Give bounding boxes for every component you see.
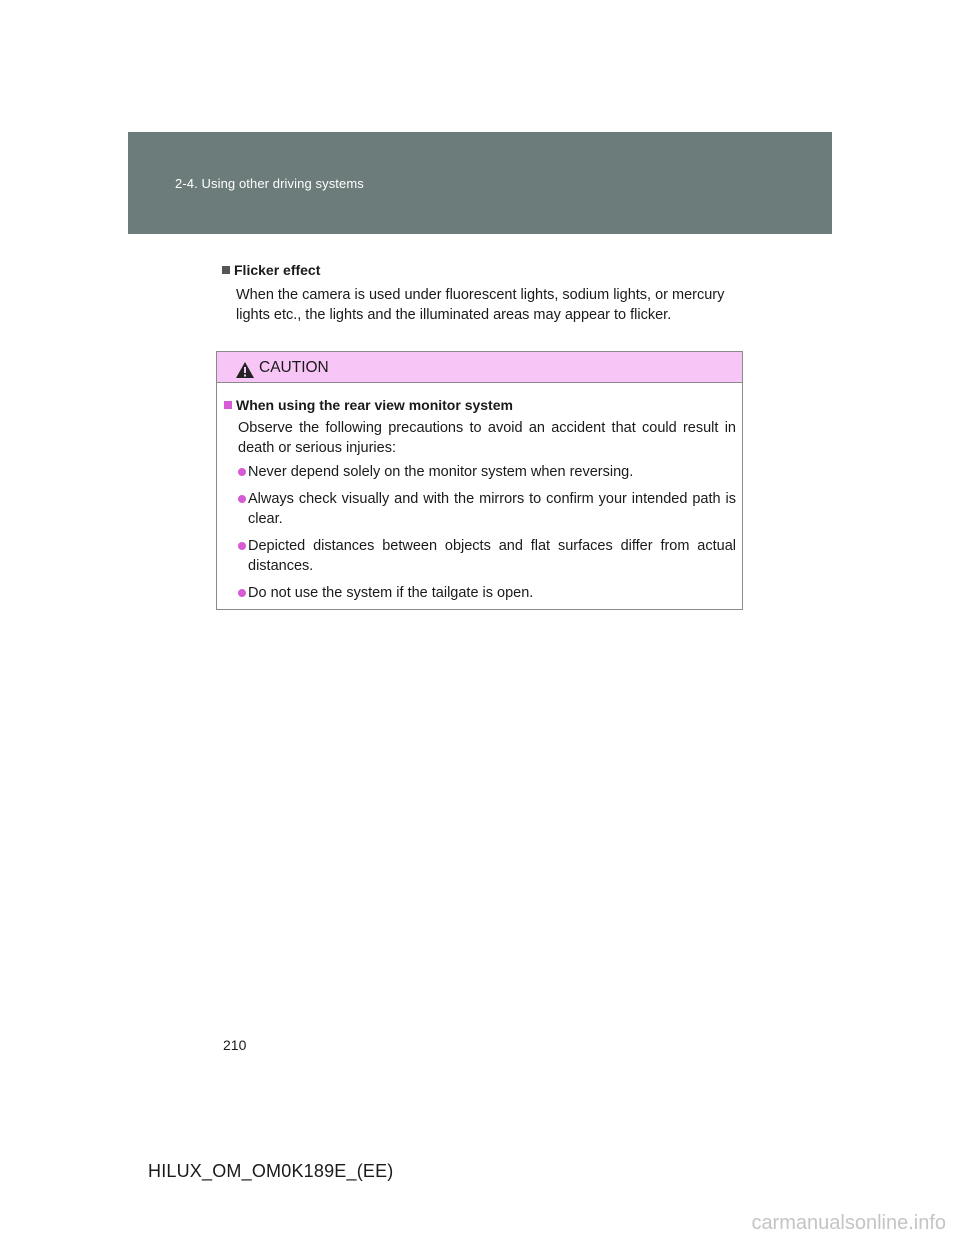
caution-intro: Observe the following precautions to avoid an accident that could result in death or serious injuries: — [238, 420, 736, 456]
caution-header — [217, 352, 742, 383]
list-item: Do not use the system if the tailgate is open. — [224, 583, 736, 603]
caution-heading: When using the rear view monitor system — [224, 396, 736, 414]
section-body: When the camera is used under fluorescent lights, sodium lights, or mercury lights etc., the lights and the illuminated areas may appear to flicker. — [236, 287, 725, 323]
page-number: 210 — [223, 1037, 247, 1053]
watermark: carmanualsonline.info — [751, 1212, 946, 1234]
dot-bullet-icon — [238, 495, 246, 503]
square-bullet-icon — [222, 266, 230, 274]
caution-box — [216, 351, 743, 610]
caution-title: CAUTION — [259, 359, 329, 376]
dot-bullet-icon — [238, 542, 246, 550]
document-code: HILUX_OM_OM0K189E_(EE) — [148, 1161, 394, 1181]
list-item: Always check visually and with the mirrors to confirm your intended path is clear. — [224, 489, 736, 529]
warning-triangle-icon — [235, 361, 255, 379]
dot-bullet-icon — [238, 589, 246, 597]
list-item: Depicted distances between objects and flat surfaces differ from actual distances. — [224, 536, 736, 576]
dot-bullet-icon — [238, 468, 246, 476]
breadcrumb: 2-4. Using other driving systems — [175, 176, 364, 191]
flicker-effect-section — [222, 261, 742, 325]
chapter-header-band — [128, 132, 832, 234]
square-bullet-icon — [224, 401, 232, 409]
list-item: Never depend solely on the monitor system when reversing. — [224, 462, 736, 482]
caution-list — [224, 462, 736, 603]
section-heading: Flicker effect — [222, 261, 742, 279]
caution-content — [217, 383, 742, 603]
